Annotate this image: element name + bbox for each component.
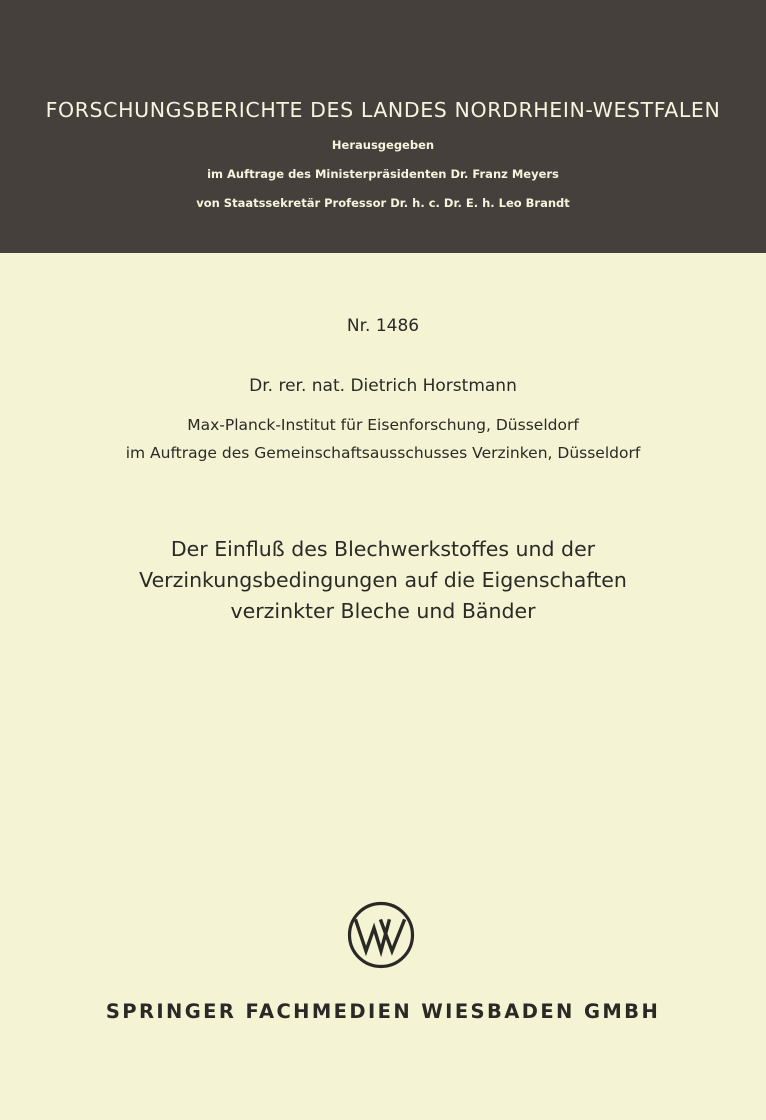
author-name: Dr. rer. nat. Dietrich Horstmann xyxy=(249,376,517,396)
report-number: Nr. 1486 xyxy=(346,316,420,336)
report-title-line-1: Der Einfluß des Blechwerkstoffes und der xyxy=(170,537,596,561)
commissioner-line: im Auftrage des Ministerpräsidenten Dr. Franz Meyers xyxy=(207,167,559,181)
publisher-name: SPRINGER FACHMEDIEN WIESBADEN GMBH xyxy=(105,1000,661,1023)
publisher-logo xyxy=(347,901,415,969)
report-title-line-3: verzinkter Bleche und Bänder xyxy=(230,599,536,623)
commission-line: im Auftrage des Gemeinschaftsausschusses Verzinken, Düsseldorf xyxy=(125,444,641,462)
author-affiliation: Max-Planck-Institut für Eisenforschung, Düsseldorf xyxy=(187,416,579,434)
header-band xyxy=(0,0,766,253)
editor-line: von Staatssekretär Professor Dr. h. c. Dr. E. h. Leo Brandt xyxy=(196,196,570,210)
report-title-line-2: Verzinkungsbedingungen auf die Eigenschaften xyxy=(139,568,627,592)
series-title: FORSCHUNGSBERICHTE DES LANDES NORDRHEIN-WESTFALEN xyxy=(45,98,721,122)
editor-label: Herausgegeben xyxy=(331,138,435,152)
